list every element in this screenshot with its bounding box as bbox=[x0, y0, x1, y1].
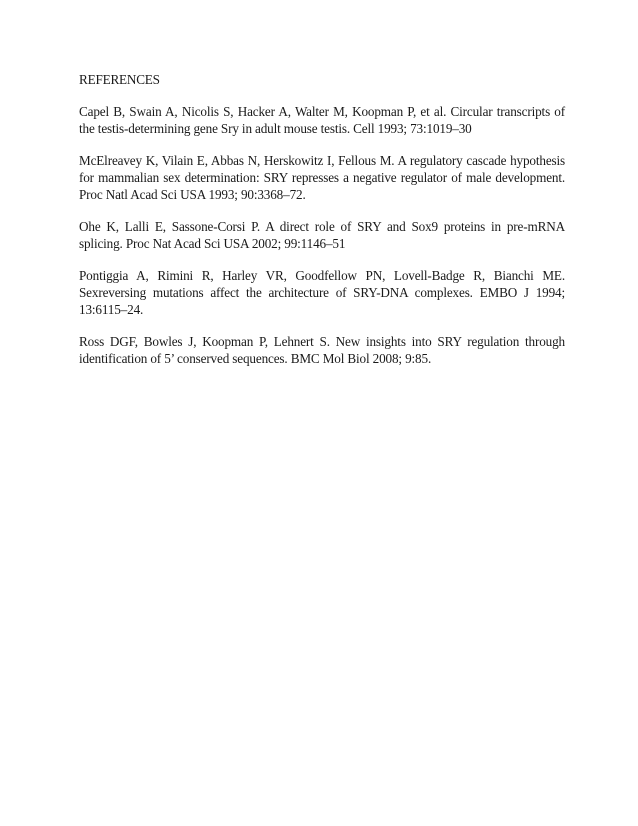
references-heading: REFERENCES bbox=[79, 72, 160, 87]
reference-entry: McElreavey K, Vilain E, Abbas N, Herskowitz I, Fellous M. A regulatory cascade hypothesis for mammalian sex determination: SRY represses a negative regulator of male development. Proc Natl Acad Sci USA 1993; 90:3368–72. bbox=[79, 153, 565, 202]
reference-entry: Pontiggia A, Rimini R, Harley VR, Goodfellow PN, Lovell-Badge R, Bianchi ME. Sexreversing mutations affect the architecture of SRY-DNA complexes. EMBO J 1994; 13:6115–24. bbox=[79, 268, 565, 317]
reference-entry: Ross DGF, Bowles J, Koopman P, Lehnert S. New insights into SRY regulation through identification of 5’ conserved sequences. BMC Mol Biol 2008; 9:85. bbox=[79, 334, 565, 366]
references-section bbox=[79, 71, 565, 382]
reference-entry: Capel B, Swain A, Nicolis S, Hacker A, Walter M, Koopman P, et al. Circular transcripts of the testis-determining gene Sry in adult mouse testis. Cell 1993; 73:1019–30 bbox=[79, 104, 565, 136]
reference-entry: Ohe K, Lalli E, Sassone-Corsi P. A direct role of SRY and Sox9 proteins in pre-mRNA splicing. Proc Nat Acad Sci USA 2002; 99:1146–51 bbox=[79, 219, 565, 251]
